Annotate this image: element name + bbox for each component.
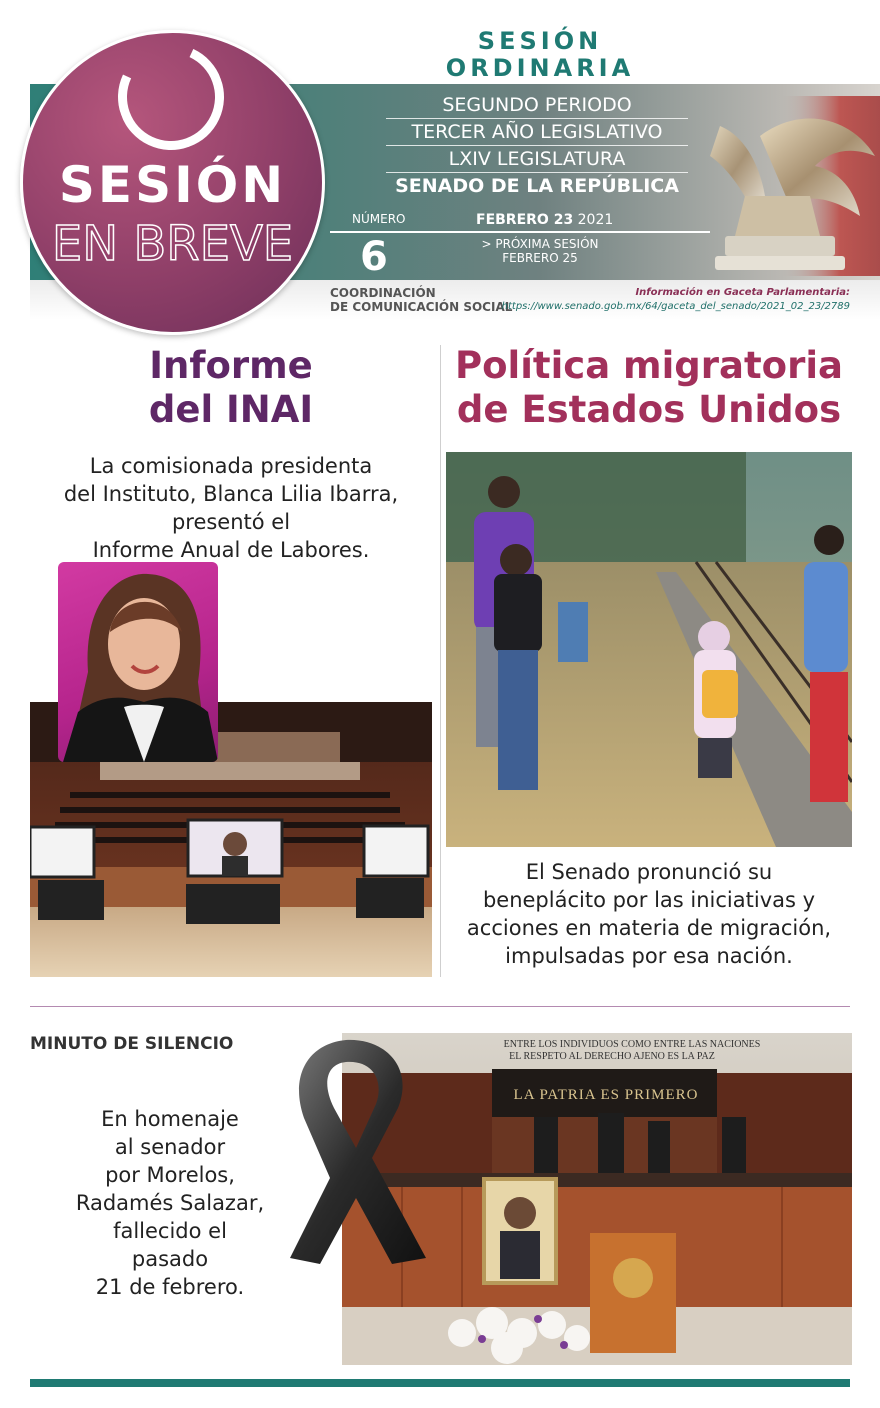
migration-heading: Política migratoria de Estados Unidos (455, 344, 843, 431)
gaceta-link[interactable]: https://www.senado.gob.mx/64/gaceta_del_senado/2021_02_23/2789 (501, 301, 850, 312)
minute-of-silence-heading: MINUTO DE SILENCIO (30, 1034, 234, 1054)
inai-summary: La comisionada presidenta del Instituto, Blanca Lilia Ibarra, presentó el Informe Anual de Labores. (63, 454, 399, 562)
session-type-title: SESIÓN ORDINARIA (445, 27, 635, 82)
logo-subtitle: EN BREVE (51, 216, 294, 272)
period-line: LXIV LEGISLATURA (386, 146, 688, 173)
period-list (386, 92, 688, 199)
period-line: SENADO DE LA REPÚBLICA (395, 175, 679, 197)
column-divider (440, 345, 441, 977)
eagle-statue-image (690, 96, 880, 276)
issue-number-label: NÚMERO (352, 212, 406, 226)
tribute-text: En homenaje al senador por Morelos, Radamés Salazar, fallecido el pasado 21 de febrero. (75, 1107, 265, 1299)
migrant-family-photo (446, 452, 852, 847)
mourning-ribbon-icon (286, 1038, 436, 1270)
footer-bar (30, 1379, 850, 1387)
header-rule (330, 231, 710, 233)
migration-summary: El Senado pronunció su beneplácito por las iniciativas y acciones en materia de migración, impulsadas por esa nación. (466, 860, 832, 968)
coordination-credit: COORDINACIÓN DE COMUNICACIÓN SOCIAL (330, 286, 513, 314)
period-line: SEGUNDO PERIODO (386, 92, 688, 119)
wall-inscription-line1: ENTRE LOS INDIVIDUOS COMO ENTRE LAS NACIONES (503, 1039, 761, 1050)
session-date: FEBRERO 23 2021 (476, 212, 614, 228)
wall-inscription-line2: EL RESPETO AL DERECHO AJENO ES LA PAZ (509, 1051, 715, 1062)
issue-number: 6 (360, 234, 388, 280)
commissioner-portrait-photo (58, 562, 218, 762)
section-divider (30, 1006, 850, 1007)
inai-heading: Informe del INAI (148, 344, 314, 431)
logo-title: SESIÓN (58, 156, 287, 214)
next-session: > PRÓXIMA SESIÓN FEBRERO 25 (481, 237, 599, 265)
wall-banner: LA PATRIA ES PRIMERO (513, 1087, 699, 1103)
period-line: TERCER AÑO LEGISLATIVO (386, 119, 688, 146)
gaceta-reference: Información en Gaceta Parlamentaria: https://www.senado.gob.mx/64/gaceta_del_senado/2021_02_23/2789 (501, 287, 850, 312)
